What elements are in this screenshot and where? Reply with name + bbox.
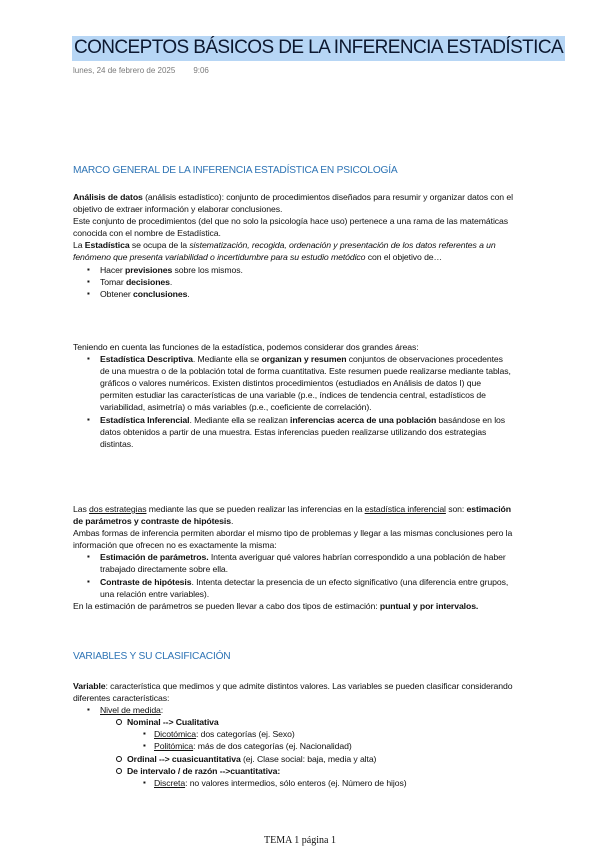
text: Intenta averiguar qué valores habrían correspondido a una población de haber trabajado directamente sobre ella. [100, 552, 506, 575]
term-variable: Variable [73, 681, 106, 691]
text: . [187, 288, 190, 299]
list-item [73, 728, 513, 740]
underlined-text: Dicotómica [154, 729, 196, 740]
text: : no valores intermedios, sólo enteros (ej. Número de hijos) [185, 777, 407, 788]
definition-italic: sistematización, recogida, ordenación y presentación de los datos referentes a un fenómeno que presenta variabilidad o incertidumbre para su estudio metódico [73, 240, 496, 263]
paragraph-estimacion [73, 600, 513, 612]
bold-text: estimación de parámetros y contraste de hipótesis [73, 504, 511, 527]
text: : característica que medimos y que admite distintos valores. Las variables se pueden clasificar considerando diferentes características: [73, 681, 513, 704]
areas-list [73, 353, 513, 450]
bold-text: Estadística Descriptiva [100, 354, 193, 365]
nominal-list [73, 728, 513, 752]
text: La [73, 240, 85, 251]
bold-text: conclusiones [133, 288, 188, 299]
section-marco-body [73, 191, 513, 300]
strategies-list [73, 551, 513, 599]
list-item [73, 576, 513, 600]
text: Hacer [100, 264, 125, 275]
list-item [73, 777, 513, 789]
paragraph-analisis [73, 191, 513, 215]
text: mediante las que se pueden realizar las inferencias en la [146, 504, 365, 514]
paragraph-conjunto: Este conjunto de procedimientos (del que no solo la psicología hace uso) pertenece a una rama de las matemáticas conocida con el nombre de Estadística. [73, 216, 509, 239]
underlined-text: estadística inferencial [364, 504, 446, 514]
text: . [230, 516, 234, 527]
time-text: 9:06 [193, 66, 209, 75]
underlined-text: Politómica [154, 741, 194, 752]
bold-text: Estadística Inferencial [100, 414, 190, 425]
text: . Mediante ella se [192, 354, 262, 365]
list-item [73, 753, 513, 765]
bold-text: De intervalo / de razón -->cuantitativa: [127, 765, 281, 776]
text: sobre los mismos. [172, 264, 243, 275]
list-item [73, 414, 513, 450]
page-title: CONCEPTOS BÁSICOS DE LA INFERENCIA ESTADÍSTICA [72, 36, 565, 61]
text: . Mediante ella se realizan [189, 414, 290, 425]
date-text: lunes, 24 de febrero de 2025 [73, 66, 176, 75]
text: . Intenta detectar la presencia de un efecto significativo (una diferencia entre grupos, una relación entre variables). [100, 576, 509, 599]
bold-text: Nominal --> Cualitativa [127, 717, 219, 728]
list-item [73, 264, 513, 276]
text: son: [445, 504, 467, 514]
bold-text: puntual y por intervalos. [379, 600, 479, 611]
text: En la estimación de parámetros se pueden llevar a cabo dos tipos de estimación: [73, 600, 380, 611]
text: Las [73, 504, 90, 514]
text: : [160, 705, 164, 716]
paragraph-variable [73, 680, 513, 704]
section-heading-variables: VARIABLES Y SU CLASIFICACIÓN [73, 651, 231, 662]
variables-list [73, 704, 513, 716]
list-item [73, 765, 513, 777]
text: con el objetivo de… [365, 252, 443, 263]
section-areas-body [73, 341, 513, 450]
text: (análisis estadístico): conjunto de procedimientos diseñados para resumir y organizar datos con el objetivo de extraer información y elaborar conclusiones. [73, 192, 513, 215]
underlined-text: Nivel de medida [100, 705, 161, 716]
page-date [73, 66, 209, 75]
term-analisis: Análisis de datos [73, 192, 143, 202]
list-item [73, 276, 513, 288]
text: Obtener [100, 288, 134, 299]
section-estrategias-body [73, 503, 513, 612]
paragraph-estadistica [73, 239, 513, 263]
bold-text: decisiones [125, 276, 170, 287]
list-item [73, 551, 513, 575]
paragraph-estrategias [73, 503, 513, 527]
paragraph-ambas: Ambas formas de inferencia permiten abordar el mismo tipo de problemas y llegar a las mismas conclusiones pero la información que ofrecen no es exactamente la misma: [73, 528, 513, 551]
underlined-text: dos estrategias [89, 504, 147, 514]
text: (ej. Clase social: baja, media y alta) [240, 753, 377, 764]
level-list [73, 753, 513, 777]
bold-text: organizan y resumen [261, 354, 347, 365]
underlined-text: Discreta [154, 777, 186, 788]
list-item [73, 288, 513, 300]
bold-text: previsiones [125, 264, 173, 275]
bold-text: Contraste de hipótesis [100, 576, 192, 587]
text: Tomar [100, 276, 126, 287]
bold-text: Estimación de parámetros. [100, 552, 209, 563]
level-list [73, 716, 513, 728]
text: se ocupa de la [129, 240, 190, 251]
term-estadistica: Estadística [84, 240, 130, 251]
list-item [73, 716, 513, 728]
text: basándose en los datos obtenidos a partir de una muestra. Estas inferencias pueden realizarse utilizando dos estrategias distintas. [100, 414, 506, 449]
bold-text: inferencias acerca de una población [290, 414, 437, 425]
objetivos-list [73, 264, 513, 300]
bold-text: Ordinal --> cuasicuantitativa [127, 753, 241, 764]
text: : dos categorías (ej. Sexo) [195, 729, 295, 740]
section-variables-body [73, 680, 513, 789]
list-item [73, 704, 513, 716]
list-item [73, 740, 513, 752]
page-footer: TEMA 1 página 1 [264, 835, 336, 846]
text: conjuntos de observaciones procedentes de una muestra o de la población total de forma cuantitativa. Este resumen puede realizarse mediante tablas, gráficos o valores numéricos. Existen distintos procedimientos (estudiados en Análisis de datos I) que permiten estudiar las características de una variable (p.e., índices de tendencia central, estadísticos de variabilidad, asimetría) o más variables (p.e., coeficiente de correlación). [100, 354, 511, 413]
section-heading-marco: MARCO GENERAL DE LA INFERENCIA ESTADÍSTICA EN PSICOLOGÍA [73, 165, 398, 176]
text: : más de dos categorías (ej. Nacionalidad) [193, 741, 352, 752]
paragraph-areas-intro: Teniendo en cuenta las funciones de la estadística, podemos considerar dos grandes áreas: [73, 342, 419, 352]
text: . [169, 276, 173, 287]
intervalo-list [73, 777, 513, 789]
list-item [73, 353, 513, 413]
